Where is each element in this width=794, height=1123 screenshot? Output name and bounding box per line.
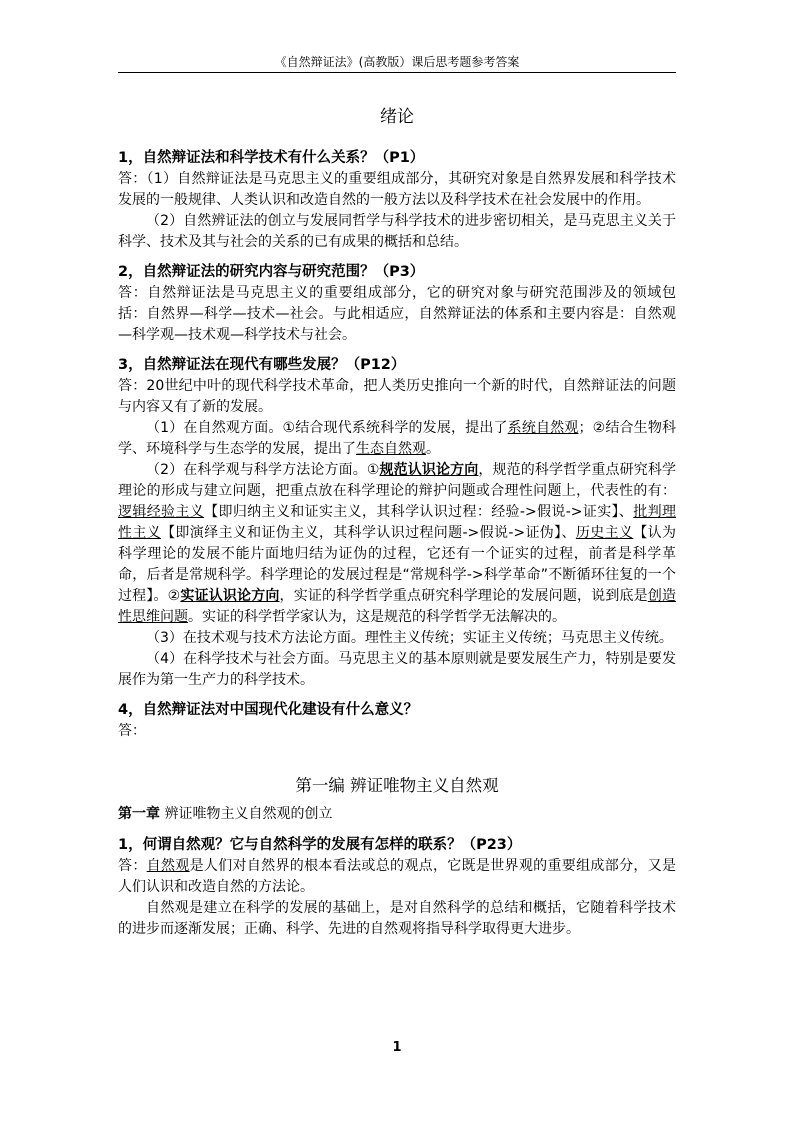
answer-3-technology-view: （3）在技术观与技术方法论方面。理性主义传统；实证主义传统；马克思主义传统。	[146, 630, 673, 646]
text-run: 答：	[118, 858, 147, 874]
answer-3-science-society: （4）在科学技术与社会方面。马克思主义的基本原则就是要发展生产力，特别是要发展作为第一生产力的科学技术。	[118, 651, 676, 688]
text-run: （2）在科学观与科学方法论方面。①	[146, 462, 380, 478]
answer-4: 答：	[118, 723, 146, 739]
term-nature-view: 自然观	[146, 858, 190, 874]
text-run: ，规范的科学哲学重点研究科学理论的形成与建立问题，把重点放在科学理论的辩护问题或合理性问题上，代表性的有：	[118, 462, 676, 499]
answer-1-part-1: 答：（1）自然辩证法是马克思主义的重要组成部分，其研究对象是自然界发展和科学技术发展的一般规律、人类认识和改造自然的一般方法以及科学技术在社会发展中的作用。	[118, 171, 676, 208]
term-system-nature-view: 系统自然观	[507, 420, 579, 436]
chapter-title: 辨证唯物主义自然观的创立	[160, 806, 333, 822]
term-normative-epistemology: 规范认识论方向	[379, 462, 479, 478]
running-header: 《自然辩证法》(高教版）课后思考题参考答案	[274, 55, 520, 69]
term-positivist-epistemology: 实证认识论方向	[180, 588, 280, 604]
answer-3-nature-view	[118, 418, 676, 460]
term-logical-empiricism: 逻辑经验主义	[118, 504, 205, 520]
chapter-1-heading	[118, 802, 676, 826]
page-body	[118, 104, 676, 940]
text-run: 是人们对自然界的根本看法或总的观点，它既是世界观的重要组成部分，又是人们认识和改造自然的方法论。	[118, 858, 677, 895]
answer-2: 答：自然辩证法是马克思主义的重要组成部分，它的研究对象与研究范围涉及的领域包括：自然界—科学—技术—社会。与此相适应，自然辩证法的体系和主要内容是：自然观—科学观—技术观—科学技术与社会。	[118, 285, 676, 343]
answer-1-part-2: （2）自然辨证法的创立与发展同哲学与科学技术的进步密切相关，是马克思主义关于科学、技术及其与社会的关系的已有成果的概括和总结。	[118, 213, 676, 250]
text-run: ；②结合生物科学、环境科学与生态学的发展，提出了	[118, 420, 676, 457]
page-number: 1	[392, 1040, 402, 1055]
header-rule	[118, 72, 676, 73]
text-run: 【即演绎主义和证伪主义，其科学认识过程问题->假说->证伪】、	[161, 525, 576, 541]
part-1-title: 第一编 辨证唯物主义自然观	[295, 776, 499, 795]
part-1-question-1: 1，何谓自然观？它与自然科学的发展有怎样的联系？（P23）	[118, 837, 522, 853]
text-run: ，实证的科学哲学重点研究科学理论的发展问题，说到底是	[279, 588, 648, 604]
question-4: 4，自然辩证法对中国现代化建设有什么意义？	[118, 702, 419, 718]
term-ecological-nature-view: 生态自然观	[356, 441, 426, 457]
question-3: 3，自然辩证法在现代有哪些发展？（P12）	[118, 357, 406, 373]
text-run: 。实证的科学哲学家认为，这是规范的科学哲学无法解决的。	[188, 609, 566, 625]
term-historicism: 历史主义	[575, 525, 634, 541]
text-run: 【即归纳主义和证实主义，其科学认识过程：经验->假说->证实】、	[204, 504, 634, 520]
answer-3-intro: 答：20世纪中叶的现代科学技术革命，把人类历史推向一个新的时代，自然辩证法的问题与内容又有了新的发展。	[118, 378, 676, 415]
part-1-answer-1-part-1	[118, 856, 676, 898]
text-run: （1）在自然观方面。①结合现代系统科学的发展，提出了	[146, 420, 508, 436]
part-1-answer-1-part-2: 自然观是建立在科学的发展的基础上，是对自然科学的总结和概括，它随着科学技术的进步而逐渐发展；正确、科学、先进的自然观将指导科学取得更大进步。	[118, 900, 676, 937]
question-2: 2，自然辩证法的研究内容与研究范围？（P3）	[118, 264, 425, 280]
term-creative-thinking: 创造性思维问题	[118, 588, 677, 625]
intro-title: 绪论	[380, 107, 414, 127]
text-run: 【认为科学理论的发展不能片面地归结为证伪的过程，它还有一个证实的过程，前者是科学革命，后者是常规科学。科学理论的发展过程是“常规科学->科学革命”不断循环往复的一个过程】。②	[118, 525, 677, 604]
question-1: 1，自然辩证法和科学技术有什么关系？（P1）	[118, 150, 425, 166]
text-run: 。	[426, 441, 440, 457]
answer-3-science-view	[118, 460, 676, 628]
chapter-label: 第一章	[118, 806, 160, 822]
term-critical-rationalism: 批判理性主义	[118, 504, 677, 541]
